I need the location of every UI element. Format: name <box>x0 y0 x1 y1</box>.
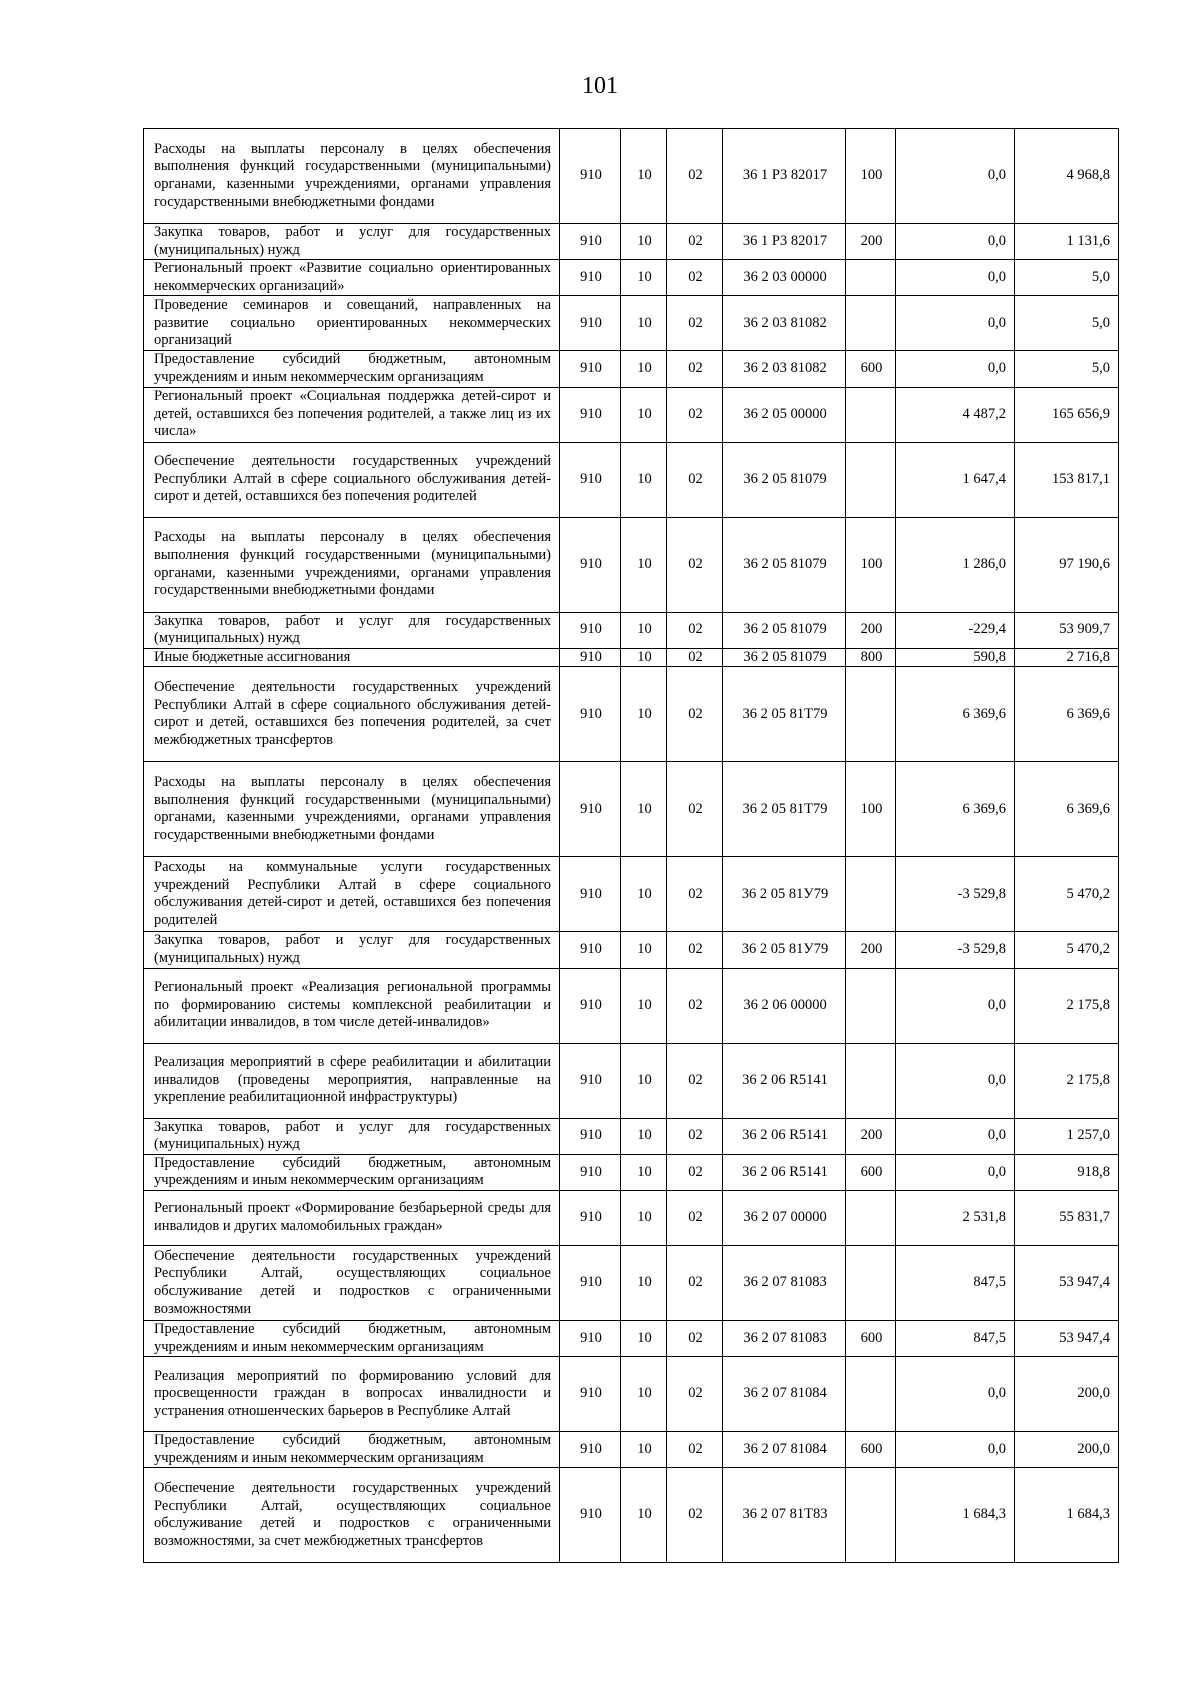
row-section-cell: 10 <box>621 1118 667 1154</box>
table-row <box>144 387 1119 442</box>
row-name-cell: Расходы на выплаты персоналу в целях обеспечения выполнения функций государственными (муниципальными) органами, казенными учреждениями, органами управления государственными внебюджетными фондами <box>144 517 560 612</box>
row-subsection-cell: 02 <box>667 612 723 648</box>
row-section-cell: 10 <box>621 1154 667 1190</box>
row-name-cell: Обеспечение деятельности государственных учреждений Республики Алтай, осуществляющих социальное обслуживание детей и подростков с ограниченными возможностями, за счет межбюджетных трансфертов <box>144 1468 560 1563</box>
row-name-cell: Предоставление субсидий бюджетным, автономным учреждениям и иным некоммерческим организациям <box>144 351 560 387</box>
row-target-article-cell: 36 2 05 81079 <box>723 442 846 517</box>
row-target-article-cell: 36 1 Р3 82017 <box>723 129 846 224</box>
row-change-amount-cell: -3 529,8 <box>896 932 1015 968</box>
row-ministry-code-cell: 910 <box>560 667 621 762</box>
row-section-cell: 10 <box>621 387 667 442</box>
row-name-cell: Реализация мероприятий в сфере реабилитации и абилитации инвалидов (проведены мероприятия, направленные на укрепление реабилитационной инфраструктуры) <box>144 1043 560 1118</box>
row-subsection-cell: 02 <box>667 260 723 296</box>
row-subsection-cell: 02 <box>667 1468 723 1563</box>
table-row <box>144 1432 1119 1468</box>
row-subsection-cell: 02 <box>667 1320 723 1356</box>
row-expense-type-cell: 200 <box>846 224 896 260</box>
row-expense-type-cell <box>846 1357 896 1432</box>
row-section-cell: 10 <box>621 260 667 296</box>
row-target-article-cell: 36 2 06 R5141 <box>723 1154 846 1190</box>
table-row <box>144 296 1119 351</box>
table-row <box>144 442 1119 517</box>
row-target-article-cell: 36 2 07 81083 <box>723 1245 846 1320</box>
row-section-cell: 10 <box>621 612 667 648</box>
row-change-amount-cell: 0,0 <box>896 1154 1015 1190</box>
row-expense-type-cell <box>846 1245 896 1320</box>
row-change-amount-cell: 590,8 <box>896 648 1015 667</box>
row-change-amount-cell: -3 529,8 <box>896 857 1015 932</box>
row-name-cell: Региональный проект «Социальная поддержка детей-сирот и детей, оставшихся без попечения родителей, а также лиц из их числа» <box>144 387 560 442</box>
row-total-amount-cell: 5,0 <box>1015 351 1119 387</box>
row-total-amount-cell: 153 817,1 <box>1015 442 1119 517</box>
table-row <box>144 932 1119 968</box>
row-expense-type-cell <box>846 667 896 762</box>
row-total-amount-cell: 1 257,0 <box>1015 1118 1119 1154</box>
row-target-article-cell: 36 2 06 R5141 <box>723 1043 846 1118</box>
row-expense-type-cell <box>846 260 896 296</box>
row-expense-type-cell: 600 <box>846 351 896 387</box>
row-expense-type-cell <box>846 857 896 932</box>
row-total-amount-cell: 200,0 <box>1015 1357 1119 1432</box>
row-change-amount-cell: 1 647,4 <box>896 442 1015 517</box>
row-ministry-code-cell: 910 <box>560 1432 621 1468</box>
row-expense-type-cell <box>846 442 896 517</box>
row-expense-type-cell <box>846 1190 896 1245</box>
row-section-cell: 10 <box>621 296 667 351</box>
row-change-amount-cell: 6 369,6 <box>896 762 1015 857</box>
row-ministry-code-cell: 910 <box>560 1468 621 1563</box>
row-change-amount-cell: 1 286,0 <box>896 517 1015 612</box>
table-row <box>144 1190 1119 1245</box>
row-section-cell: 10 <box>621 1468 667 1563</box>
row-section-cell: 10 <box>621 1245 667 1320</box>
row-total-amount-cell: 5,0 <box>1015 260 1119 296</box>
row-subsection-cell: 02 <box>667 517 723 612</box>
row-target-article-cell: 36 2 06 R5141 <box>723 1118 846 1154</box>
row-change-amount-cell: 0,0 <box>896 1118 1015 1154</box>
row-ministry-code-cell: 910 <box>560 648 621 667</box>
row-ministry-code-cell: 910 <box>560 1190 621 1245</box>
row-expense-type-cell <box>846 1468 896 1563</box>
table-row <box>144 1468 1119 1563</box>
row-ministry-code-cell: 910 <box>560 224 621 260</box>
table-row <box>144 648 1119 667</box>
row-ministry-code-cell: 910 <box>560 857 621 932</box>
row-name-cell: Региональный проект «Формирование безбарьерной среды для инвалидов и других маломобильных граждан» <box>144 1190 560 1245</box>
row-ministry-code-cell: 910 <box>560 1245 621 1320</box>
row-total-amount-cell: 53 947,4 <box>1015 1245 1119 1320</box>
budget-table <box>143 128 1119 1563</box>
row-total-amount-cell: 6 369,6 <box>1015 762 1119 857</box>
row-expense-type-cell <box>846 1043 896 1118</box>
row-ministry-code-cell: 910 <box>560 932 621 968</box>
row-section-cell: 10 <box>621 129 667 224</box>
table-row <box>144 1043 1119 1118</box>
row-name-cell: Предоставление субсидий бюджетным, автономным учреждениям и иным некоммерческим организациям <box>144 1154 560 1190</box>
row-target-article-cell: 36 2 03 81082 <box>723 351 846 387</box>
row-subsection-cell: 02 <box>667 1357 723 1432</box>
row-target-article-cell: 36 2 03 00000 <box>723 260 846 296</box>
row-total-amount-cell: 2 175,8 <box>1015 968 1119 1043</box>
row-total-amount-cell: 5 470,2 <box>1015 857 1119 932</box>
row-target-article-cell: 36 2 05 81079 <box>723 612 846 648</box>
row-change-amount-cell: 0,0 <box>896 1357 1015 1432</box>
row-subsection-cell: 02 <box>667 1043 723 1118</box>
row-target-article-cell: 36 2 07 00000 <box>723 1190 846 1245</box>
table-row <box>144 1245 1119 1320</box>
table-row <box>144 260 1119 296</box>
row-change-amount-cell: 0,0 <box>896 968 1015 1043</box>
row-total-amount-cell: 2 175,8 <box>1015 1043 1119 1118</box>
table-row <box>144 857 1119 932</box>
row-expense-type-cell: 600 <box>846 1432 896 1468</box>
row-change-amount-cell: 0,0 <box>896 260 1015 296</box>
row-name-cell: Расходы на выплаты персоналу в целях обеспечения выполнения функций государственными (муниципальными) органами, казенными учреждениями, органами управления государственными внебюджетными фондами <box>144 129 560 224</box>
table-row <box>144 667 1119 762</box>
row-section-cell: 10 <box>621 1043 667 1118</box>
row-target-article-cell: 36 2 05 81У79 <box>723 857 846 932</box>
row-name-cell: Региональный проект «Развитие социально ориентированных некоммерческих организаций» <box>144 260 560 296</box>
row-name-cell: Закупка товаров, работ и услуг для государственных (муниципальных) нужд <box>144 224 560 260</box>
row-total-amount-cell: 1 684,3 <box>1015 1468 1119 1563</box>
row-change-amount-cell: 0,0 <box>896 351 1015 387</box>
row-total-amount-cell: 165 656,9 <box>1015 387 1119 442</box>
row-ministry-code-cell: 910 <box>560 1320 621 1356</box>
row-subsection-cell: 02 <box>667 1432 723 1468</box>
row-total-amount-cell: 5,0 <box>1015 296 1119 351</box>
row-target-article-cell: 36 1 Р3 82017 <box>723 224 846 260</box>
row-expense-type-cell: 800 <box>846 648 896 667</box>
row-change-amount-cell: 847,5 <box>896 1245 1015 1320</box>
row-change-amount-cell: 0,0 <box>896 129 1015 224</box>
row-change-amount-cell: 0,0 <box>896 1432 1015 1468</box>
row-change-amount-cell: 0,0 <box>896 296 1015 351</box>
row-name-cell: Обеспечение деятельности государственных учреждений Республики Алтай, осуществляющих социальное обслуживание детей и подростков с ограниченными возможностями <box>144 1245 560 1320</box>
row-change-amount-cell: 4 487,2 <box>896 387 1015 442</box>
row-change-amount-cell: 6 369,6 <box>896 667 1015 762</box>
row-section-cell: 10 <box>621 968 667 1043</box>
row-section-cell: 10 <box>621 932 667 968</box>
row-target-article-cell: 36 2 05 00000 <box>723 387 846 442</box>
row-expense-type-cell: 200 <box>846 932 896 968</box>
row-ministry-code-cell: 910 <box>560 260 621 296</box>
row-target-article-cell: 36 2 07 81Т83 <box>723 1468 846 1563</box>
row-name-cell: Иные бюджетные ассигнования <box>144 648 560 667</box>
page-number: 101 <box>582 73 618 99</box>
table-row <box>144 1320 1119 1356</box>
row-target-article-cell: 36 2 05 81079 <box>723 517 846 612</box>
row-subsection-cell: 02 <box>667 442 723 517</box>
row-name-cell: Закупка товаров, работ и услуг для государственных (муниципальных) нужд <box>144 1118 560 1154</box>
row-name-cell: Предоставление субсидий бюджетным, автономным учреждениям и иным некоммерческим организациям <box>144 1320 560 1356</box>
row-name-cell: Закупка товаров, работ и услуг для государственных (муниципальных) нужд <box>144 612 560 648</box>
row-subsection-cell: 02 <box>667 857 723 932</box>
table-row <box>144 612 1119 648</box>
row-target-article-cell: 36 2 05 81079 <box>723 648 846 667</box>
row-name-cell: Обеспечение деятельности государственных учреждений Республики Алтай в сфере социального обслуживания детей-сирот и детей, оставшихся без попечения родителей, за счет межбюджетных трансфертов <box>144 667 560 762</box>
row-section-cell: 10 <box>621 442 667 517</box>
table-row <box>144 351 1119 387</box>
row-total-amount-cell: 55 831,7 <box>1015 1190 1119 1245</box>
row-change-amount-cell: 1 684,3 <box>896 1468 1015 1563</box>
row-target-article-cell: 36 2 05 81У79 <box>723 932 846 968</box>
row-total-amount-cell: 5 470,2 <box>1015 932 1119 968</box>
row-section-cell: 10 <box>621 1357 667 1432</box>
row-name-cell: Региональный проект «Реализация региональной программы по формированию системы комплексной реабилитации и абилитации инвалидов, в том числе детей-инвалидов» <box>144 968 560 1043</box>
row-subsection-cell: 02 <box>667 351 723 387</box>
row-target-article-cell: 36 2 07 81083 <box>723 1320 846 1356</box>
row-expense-type-cell: 200 <box>846 612 896 648</box>
row-section-cell: 10 <box>621 224 667 260</box>
row-name-cell: Расходы на коммунальные услуги государственных учреждений Республики Алтай в сфере социального обслуживания детей-сирот и детей, оставшихся без попечения родителей <box>144 857 560 932</box>
row-total-amount-cell: 6 369,6 <box>1015 667 1119 762</box>
row-name-cell: Реализация мероприятий по формированию условий для просвещенности граждан в вопросах инвалидности и устранения отношенческих барьеров в Республике Алтай <box>144 1357 560 1432</box>
row-target-article-cell: 36 2 05 81Т79 <box>723 762 846 857</box>
row-section-cell: 10 <box>621 1432 667 1468</box>
row-change-amount-cell: 0,0 <box>896 1043 1015 1118</box>
row-expense-type-cell <box>846 387 896 442</box>
row-subsection-cell: 02 <box>667 296 723 351</box>
row-name-cell: Закупка товаров, работ и услуг для государственных (муниципальных) нужд <box>144 932 560 968</box>
table-row <box>144 129 1119 224</box>
row-subsection-cell: 02 <box>667 968 723 1043</box>
row-total-amount-cell: 4 968,8 <box>1015 129 1119 224</box>
row-expense-type-cell: 100 <box>846 762 896 857</box>
table-row <box>144 968 1119 1043</box>
table-row <box>144 1357 1119 1432</box>
row-subsection-cell: 02 <box>667 129 723 224</box>
row-ministry-code-cell: 910 <box>560 1118 621 1154</box>
row-ministry-code-cell: 910 <box>560 1154 621 1190</box>
row-ministry-code-cell: 910 <box>560 612 621 648</box>
row-ministry-code-cell: 910 <box>560 762 621 857</box>
row-name-cell: Обеспечение деятельности государственных учреждений Республики Алтай в сфере социального обслуживания детей-сирот и детей, оставшихся без попечения родителей <box>144 442 560 517</box>
row-target-article-cell: 36 2 07 81084 <box>723 1432 846 1468</box>
row-expense-type-cell: 600 <box>846 1320 896 1356</box>
row-ministry-code-cell: 910 <box>560 129 621 224</box>
row-subsection-cell: 02 <box>667 1190 723 1245</box>
row-ministry-code-cell: 910 <box>560 517 621 612</box>
row-total-amount-cell: 97 190,6 <box>1015 517 1119 612</box>
row-ministry-code-cell: 910 <box>560 1043 621 1118</box>
row-ministry-code-cell: 910 <box>560 1357 621 1432</box>
row-subsection-cell: 02 <box>667 387 723 442</box>
row-expense-type-cell <box>846 968 896 1043</box>
row-target-article-cell: 36 2 05 81Т79 <box>723 667 846 762</box>
row-total-amount-cell: 53 947,4 <box>1015 1320 1119 1356</box>
table-row <box>144 224 1119 260</box>
row-ministry-code-cell: 910 <box>560 968 621 1043</box>
row-ministry-code-cell: 910 <box>560 351 621 387</box>
row-expense-type-cell: 100 <box>846 129 896 224</box>
row-total-amount-cell: 200,0 <box>1015 1432 1119 1468</box>
row-target-article-cell: 36 2 07 81084 <box>723 1357 846 1432</box>
row-expense-type-cell: 600 <box>846 1154 896 1190</box>
row-subsection-cell: 02 <box>667 667 723 762</box>
table-row <box>144 517 1119 612</box>
row-ministry-code-cell: 910 <box>560 387 621 442</box>
row-subsection-cell: 02 <box>667 1245 723 1320</box>
row-subsection-cell: 02 <box>667 1154 723 1190</box>
row-change-amount-cell: 2 531,8 <box>896 1190 1015 1245</box>
row-expense-type-cell: 200 <box>846 1118 896 1154</box>
row-target-article-cell: 36 2 06 00000 <box>723 968 846 1043</box>
row-subsection-cell: 02 <box>667 932 723 968</box>
row-name-cell: Расходы на выплаты персоналу в целях обеспечения выполнения функций государственными (муниципальными) органами, казенными учреждениями, органами управления государственными внебюджетными фондами <box>144 762 560 857</box>
row-section-cell: 10 <box>621 762 667 857</box>
row-section-cell: 10 <box>621 648 667 667</box>
table-row <box>144 1118 1119 1154</box>
row-change-amount-cell: -229,4 <box>896 612 1015 648</box>
row-change-amount-cell: 847,5 <box>896 1320 1015 1356</box>
row-expense-type-cell: 100 <box>846 517 896 612</box>
table-row <box>144 762 1119 857</box>
row-section-cell: 10 <box>621 667 667 762</box>
row-section-cell: 10 <box>621 1190 667 1245</box>
row-section-cell: 10 <box>621 517 667 612</box>
row-name-cell: Проведение семинаров и совещаний, направленных на развитие социально ориентированных некоммерческих организаций <box>144 296 560 351</box>
row-target-article-cell: 36 2 03 81082 <box>723 296 846 351</box>
row-total-amount-cell: 918,8 <box>1015 1154 1119 1190</box>
row-subsection-cell: 02 <box>667 648 723 667</box>
row-total-amount-cell: 1 131,6 <box>1015 224 1119 260</box>
row-subsection-cell: 02 <box>667 224 723 260</box>
row-subsection-cell: 02 <box>667 1118 723 1154</box>
row-expense-type-cell <box>846 296 896 351</box>
row-total-amount-cell: 53 909,7 <box>1015 612 1119 648</box>
row-subsection-cell: 02 <box>667 762 723 857</box>
row-section-cell: 10 <box>621 857 667 932</box>
row-change-amount-cell: 0,0 <box>896 224 1015 260</box>
row-name-cell: Предоставление субсидий бюджетным, автономным учреждениям и иным некоммерческим организациям <box>144 1432 560 1468</box>
row-ministry-code-cell: 910 <box>560 296 621 351</box>
row-total-amount-cell: 2 716,8 <box>1015 648 1119 667</box>
row-section-cell: 10 <box>621 351 667 387</box>
row-section-cell: 10 <box>621 1320 667 1356</box>
table-row <box>144 1154 1119 1190</box>
row-ministry-code-cell: 910 <box>560 442 621 517</box>
